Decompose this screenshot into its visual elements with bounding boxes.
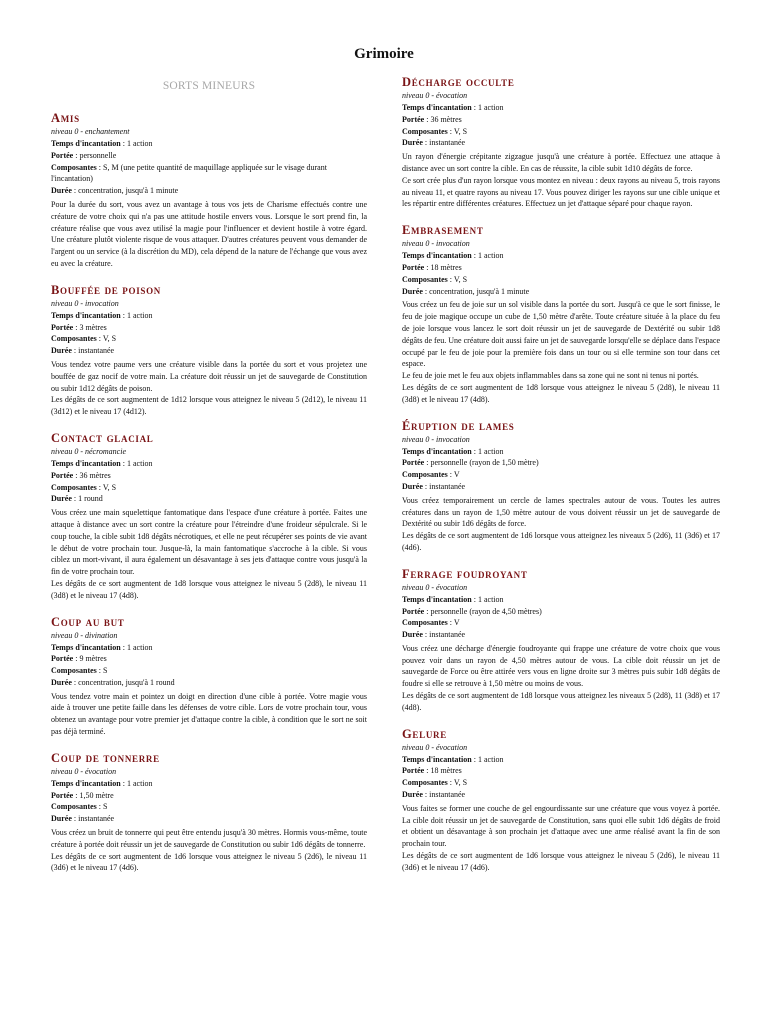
spell-block [402, 726, 720, 874]
property-value: V, S [102, 334, 117, 344]
spell-name: Contact glacial [51, 430, 154, 445]
description-paragraph: Vous créez une décharge d'énergie foudroyante qui frappe une créature de votre choix que vous pouvez voir dans un rayon de 4,50 mètres autour de vous. La cible doit réussir un jet de sauvegarde de Force ou être attirée vers vous en ligne droite sur 3 mètres puis subir 1d8 dégâts de foudre si elle se retrouve à 1,50 mètre ou moins de vous. [402, 643, 720, 689]
property-label: Durée [402, 630, 423, 640]
spell-duration: Durée : 1 round [51, 494, 103, 504]
description-paragraph: Vous créez temporairement un cercle de lames spectrales autour de vous. Toutes les autres créatures dans un rayon de 1,50 mètre autour de vous doivent réussir un jet de sauvegarde de Dextérité ou subir 1d6 dégâts de force. [402, 495, 720, 529]
property-label: Composantes [402, 274, 448, 284]
spell-description [51, 827, 367, 874]
spell-range: Portée : personnelle (rayon de 1,50 mètre) [402, 458, 539, 468]
spell-duration: Durée : instantanée [402, 481, 466, 491]
spell-duration: Durée : concentration, jusqu'à 1 minute [402, 286, 530, 296]
spell-block [51, 110, 367, 270]
property-value: V, S [453, 778, 468, 788]
property-value: V, S [453, 274, 468, 284]
property-value: V [453, 470, 460, 480]
description-paragraph: Vous tendez votre paume vers une créature visible dans la portée du sort et vous projetez une bouffée de gaz nocif de votre main. La créature doit réussir un jet de sauvegarde de Constitution ou subir 1d12 dégâts de poison. [51, 359, 367, 393]
spell-block [51, 430, 367, 602]
property-value: 1 action [126, 778, 153, 788]
property-value: 1 action [477, 754, 504, 764]
spell-name: Ferrage foudroyant [402, 566, 528, 581]
property-label: Portée [51, 470, 74, 480]
spell-casting-time: Temps d'incantation : 1 action [402, 754, 504, 764]
spell-components: Composantes : S [51, 802, 108, 812]
spell-name: Coup au but [51, 614, 125, 629]
spell-description [51, 359, 367, 418]
description-paragraph: Ce sort crée plus d'un rayon lorsque vous montez en niveau : deux rayons au niveau 5, trois rayons au niveau 11, et quatre rayons au niveau 17. Vous pouvez diriger les rayons sur une cible unique et les répartir entre différentes créatures. Effectuez un jet d'attaque séparé pour chaque rayon. [402, 175, 720, 209]
property-value: 1 action [477, 103, 504, 112]
spell-block [402, 566, 720, 714]
property-value: V, S [102, 482, 117, 492]
spell-range: Portée : 18 mètres [402, 766, 462, 776]
description-paragraph: Les dégâts de ce sort augmentent de 1d8 lorsque vous atteignez le niveau 5 (2d8), le niveau 11 (3d8) et le niveau 17 (4d8). [51, 578, 367, 600]
property-value: 1 round [78, 494, 103, 504]
spell-range: Portée : 3 mètres [51, 322, 107, 332]
property-value: 1 action [126, 458, 153, 468]
property-value: personnelle (rayon de 1,50 mètre) [430, 458, 539, 468]
property-value: 3 mètres [79, 322, 107, 332]
spell-duration: Durée : instantanée [51, 346, 115, 356]
spell-name: Décharge occulte [402, 75, 515, 89]
property-value: 9 mètres [79, 654, 107, 664]
property-value: personnelle (rayon de 4,50 mètres) [430, 606, 542, 616]
property-value: instantanée [429, 481, 466, 491]
spell-block [402, 418, 720, 554]
description-paragraph: Le feu de joie met le feu aux objets inflammables dans sa zone qui ne sont ni tenus ni portés. [402, 371, 699, 381]
property-label: Composantes [402, 618, 448, 628]
property-label: Composantes [402, 126, 448, 136]
spell-description [402, 643, 720, 714]
property-label: Temps d'incantation [51, 778, 121, 788]
property-label: Composantes [402, 778, 448, 788]
spell-level: niveau 0 - enchantement [51, 127, 130, 136]
description-paragraph: Vous créez un bruit de tonnerre qui peut être entendu jusqu'à 30 mètres. Hormis vous-même, toute créature à portée doit réussir un jet de sauvegarde de Constitution ou subir 1d6 dégâts de tonnerre. [51, 828, 367, 849]
spell-block [51, 750, 367, 874]
property-label: Portée [402, 606, 425, 616]
property-label: Portée [402, 114, 425, 124]
property-value: concentration, jusqu'à 1 minute [429, 286, 530, 296]
section-heading: SORTS MINEURS [162, 80, 256, 92]
property-value: 1 action [126, 310, 153, 320]
spell-description [402, 299, 720, 405]
property-value: 1 action [126, 139, 153, 148]
spell-range: Portée : 36 mètres [51, 470, 111, 480]
property-label: Composantes [51, 802, 97, 812]
spell-name: Coup de tonnerre [51, 750, 160, 765]
property-value: 18 mètres [430, 766, 462, 776]
spell-block [51, 614, 367, 738]
spell-casting-time: Temps d'incantation : 1 action [402, 594, 504, 604]
spell-duration: Durée : instantanée [402, 630, 466, 640]
spell-components: Composantes : V, S [51, 482, 117, 492]
spell-casting-time: Temps d'incantation : 1 action [51, 139, 153, 148]
spell-level: niveau 0 - invocation [51, 298, 119, 308]
property-label: Temps d'incantation [51, 310, 121, 320]
property-value: instantanée [78, 346, 115, 356]
property-label: Durée [402, 481, 423, 491]
spell-components: Composantes : V, S [402, 274, 468, 284]
property-value: 36 mètres [430, 114, 462, 124]
property-label: Durée [51, 814, 72, 824]
spell-range: Portée : personnelle (rayon de 4,50 mètres) [402, 606, 542, 616]
property-label: Temps d'incantation [402, 754, 472, 764]
property-label: Temps d'incantation [51, 642, 121, 652]
spell-casting-time: Temps d'incantation : 1 action [51, 310, 153, 320]
property-value: instantanée [429, 790, 466, 800]
spell-components: Composantes : V, S [51, 334, 117, 344]
description-paragraph: Les dégâts de ce sort augmentent de 1d12 lorsque vous atteignez le niveau 5 (2d12), le niveau 11 (3d12) et le niveau 17 (4d12). [51, 395, 367, 417]
property-label: Portée [402, 262, 425, 272]
spell-components: Composantes : V, S [402, 778, 468, 788]
property-label: Durée [402, 286, 423, 296]
property-label: Temps d'incantation [402, 594, 472, 604]
description-paragraph: Vous tendez votre main et pointez un doigt en direction d'une cible à portée. Votre magie vous aide à trouver une petite faille dans les défenses de votre cible. Lors de votre prochain tour, vous obtenez un avantage pour votre premier jet d'attaque contre la cible, à condition que le sort ne soit pas déjà terminé. [51, 691, 367, 737]
spell-casting-time: Temps d'incantation : 1 action [51, 458, 153, 468]
property-label: Composantes [51, 162, 97, 172]
property-label: Portée [51, 654, 74, 664]
property-label: Temps d'incantation [402, 103, 472, 112]
property-label: Durée [402, 138, 423, 148]
property-value: S, M (une petite quantité de maquillage appliquée sur le visage durant l'incantation) [51, 162, 327, 184]
property-label: Composantes [51, 482, 97, 492]
property-value: S [103, 666, 108, 676]
property-value: concentration, jusqu'à 1 round [78, 677, 175, 687]
property-value: 1,50 mètre [79, 790, 114, 800]
spell-name: Bouffée de poison [51, 282, 161, 297]
description-paragraph: Les dégâts de ce sort augmentent de 1d8 lorsque vous atteignez le niveau 5 (2d8), le niveau 11 (3d8) et le niveau 17 (4d8). [402, 382, 720, 404]
spell-level: niveau 0 - évocation [51, 766, 117, 776]
description-paragraph: Vous faites se former une couche de gel engourdissante sur une créature que vous voyez à portée. La cible doit réussir un jet de sauvegarde de Constitution, sans quoi elle subit 1d6 dégâts de froid et obtient un désavantage à son prochain jet d'attaque avec une arme réalisé avant la fin de son prochain tour. [402, 803, 720, 849]
property-label: Portée [51, 790, 74, 800]
property-label: Temps d'incantation [51, 139, 121, 148]
spell-casting-time: Temps d'incantation : 1 action [402, 446, 504, 456]
property-value: V [453, 618, 460, 628]
spell-duration: Durée : concentration, jusqu'à 1 minute [51, 186, 179, 196]
property-value: 1 action [126, 642, 153, 652]
spell-casting-time: Temps d'incantation : 1 action [51, 642, 153, 652]
property-value: 36 mètres [79, 470, 111, 480]
spell-casting-time: Temps d'incantation : 1 action [402, 251, 504, 261]
spell-duration: Durée : instantanée [402, 790, 466, 800]
property-label: Durée [51, 494, 72, 504]
spell-level: niveau 0 - évocation [402, 582, 468, 592]
spell-name: Éruption de lames [402, 418, 515, 433]
spell-description [402, 495, 720, 554]
spell-level: niveau 0 - évocation [402, 91, 468, 100]
spell-level: niveau 0 - divination [51, 630, 118, 640]
property-value: instantanée [78, 814, 115, 824]
spell-range: Portée : 36 mètres [402, 114, 462, 124]
description-paragraph: Les dégâts de ce sort augmentent de 1d6 lorsque vous atteignez le niveau 5 (2d6), le niveau 11 (3d6) et le niveau 17 (4d6). [402, 851, 720, 872]
spell-components: Composantes : S, M (une petite quantité de maquillage appliquée sur le visage durant l'incantation) [51, 162, 327, 184]
property-label: Durée [51, 677, 72, 687]
spell-level: niveau 0 - invocation [402, 239, 470, 249]
property-value: 1 action [477, 594, 504, 604]
property-value: 18 mètres [430, 262, 462, 272]
property-value: S [103, 802, 108, 812]
spell-casting-time: Temps d'incantation : 1 action [51, 778, 153, 788]
spell-description [51, 691, 367, 738]
property-label: Durée [51, 346, 72, 356]
property-label: Temps d'incantation [51, 458, 121, 468]
property-label: Durée [51, 186, 72, 196]
spell-description [402, 803, 720, 874]
description-paragraph: Les dégâts de ce sort augmentent de 1d6 lorsque vous atteignez le niveau 5 (2d6), le niveau 11 (3d6) et le niveau 17 (4d6). [51, 851, 367, 873]
spell-name: Gelure [402, 726, 447, 741]
property-label: Portée [51, 150, 74, 160]
property-label: Portée [51, 322, 74, 332]
spell-level: niveau 0 - évocation [402, 742, 468, 752]
property-label: Portée [402, 766, 425, 776]
spell-range: Portée : 9 mètres [51, 654, 107, 664]
spell-range: Portée : 18 mètres [402, 262, 462, 272]
description-paragraph: Vous créez un feu de joie sur un sol visible dans la portée du sort. Jusqu'à ce que le sort finisse, le feu de joie magique occupe un cube de 1,50 mètre d'arête. Toute créature située à la place du feu de joie lorsque vous lancez le sort doit réussir un jet de sauvegarde de Dextérité ou subir 1d8 dégâts de feu. Une créature doit aussi faire un jet de sauvegarde lorsqu'elle se déplace dans l'espace occupé par le feu de joie pour la première fois dans un tour ou si elle termine son tour dans cet espace. [402, 300, 720, 369]
spell-components: Composantes : V, S [402, 126, 468, 136]
spell-name: Amis [51, 111, 80, 125]
property-value: instantanée [429, 630, 466, 640]
spell-description [51, 199, 367, 270]
property-value: 1 action [477, 446, 504, 456]
page-title: Grimoire [354, 46, 414, 62]
spell-level: niveau 0 - nécromancie [51, 446, 127, 456]
property-value: concentration, jusqu'à 1 minute [78, 186, 179, 196]
spell-duration: Durée : instantanée [51, 814, 115, 824]
spell-block [402, 74, 720, 210]
property-value: 1 action [477, 251, 504, 261]
left-column [51, 74, 367, 886]
spell-range: Portée : personnelle [51, 150, 117, 160]
spell-components: Composantes : V [402, 470, 460, 480]
property-label: Portée [402, 458, 425, 468]
property-label: Temps d'incantation [402, 251, 472, 261]
property-label: Temps d'incantation [402, 446, 472, 456]
spell-casting-time: Temps d'incantation : 1 action [402, 103, 504, 112]
spell-components: Composantes : S [51, 666, 108, 676]
property-value: instantanée [429, 138, 466, 148]
spell-duration: Durée : concentration, jusqu'à 1 round [51, 677, 175, 687]
spell-description [51, 507, 367, 601]
property-value: V, S [453, 126, 468, 136]
spell-name: Embrasement [402, 223, 484, 238]
spell-block [402, 222, 720, 405]
description-paragraph: Les dégâts de ce sort augmentent de 1d8 lorsque vous atteignez les niveaux 5 (2d8), 11 (3d8) et 17 (4d8). [402, 691, 720, 712]
spell-components: Composantes : V [402, 618, 460, 628]
property-label: Composantes [51, 334, 97, 344]
description-paragraph: Les dégâts de ce sort augmentent de 1d6 lorsque vous atteignez les niveaux 5 (2d6), 11 (3d6) et 17 (4d6). [402, 531, 720, 552]
spell-block [51, 282, 367, 418]
property-label: Durée [402, 790, 423, 800]
spell-range: Portée : 1,50 mètre [51, 790, 114, 800]
description-paragraph: Un rayon d'énergie crépitante zigzague jusqu'à une créature à portée. Effectuez une attaque à distance avec un sort contre la cible. En cas de réussite, la cible subit 1d10 dégâts de force. [402, 152, 720, 173]
property-value: personnelle [79, 150, 117, 160]
spell-level: niveau 0 - invocation [402, 434, 470, 444]
property-label: Composantes [402, 470, 448, 480]
description-paragraph: Vous créez une main squelettique fantomatique dans l'espace d'une créature à portée. Faites une attaque à distance avec un sort contre la créature pour l'étreindre d'une froideur sépulcrale. Si le coup touche, la cible subit 1d8 dégâts nécrotiques, et elle ne peut récupérer ses points de vie avant le début de votre prochain tour. Jusque-là, la main fantomatique s'accroche à la cible. Si vous ciblez un mort-vivant, il aura également un désavantage à ses jets d'attaque contre vous jusqu'à la fin de votre prochain tour. [51, 508, 367, 577]
spell-duration: Durée : instantanée [402, 138, 466, 148]
right-column [402, 74, 720, 886]
spell-description [402, 151, 720, 210]
description-paragraph: Pour la durée du sort, vous avez un avantage à tous vos jets de Charisme effectués contre une créature de votre choix qui n'a pas une attitude hostile envers vous. Lorsque le sort prend fin, la créature réalise que vous avez utilisé la magie pour l'influencer et devient hostile à votre égard. Une créature plutôt violente risque de vous attaquer. D'autres créatures peuvent vous demander de l'argent ou un service (à la discrétion du MD), cela dépend de la nature de l'échange que vous avez eu avec la créature. [51, 199, 367, 268]
property-label: Composantes [51, 666, 97, 676]
